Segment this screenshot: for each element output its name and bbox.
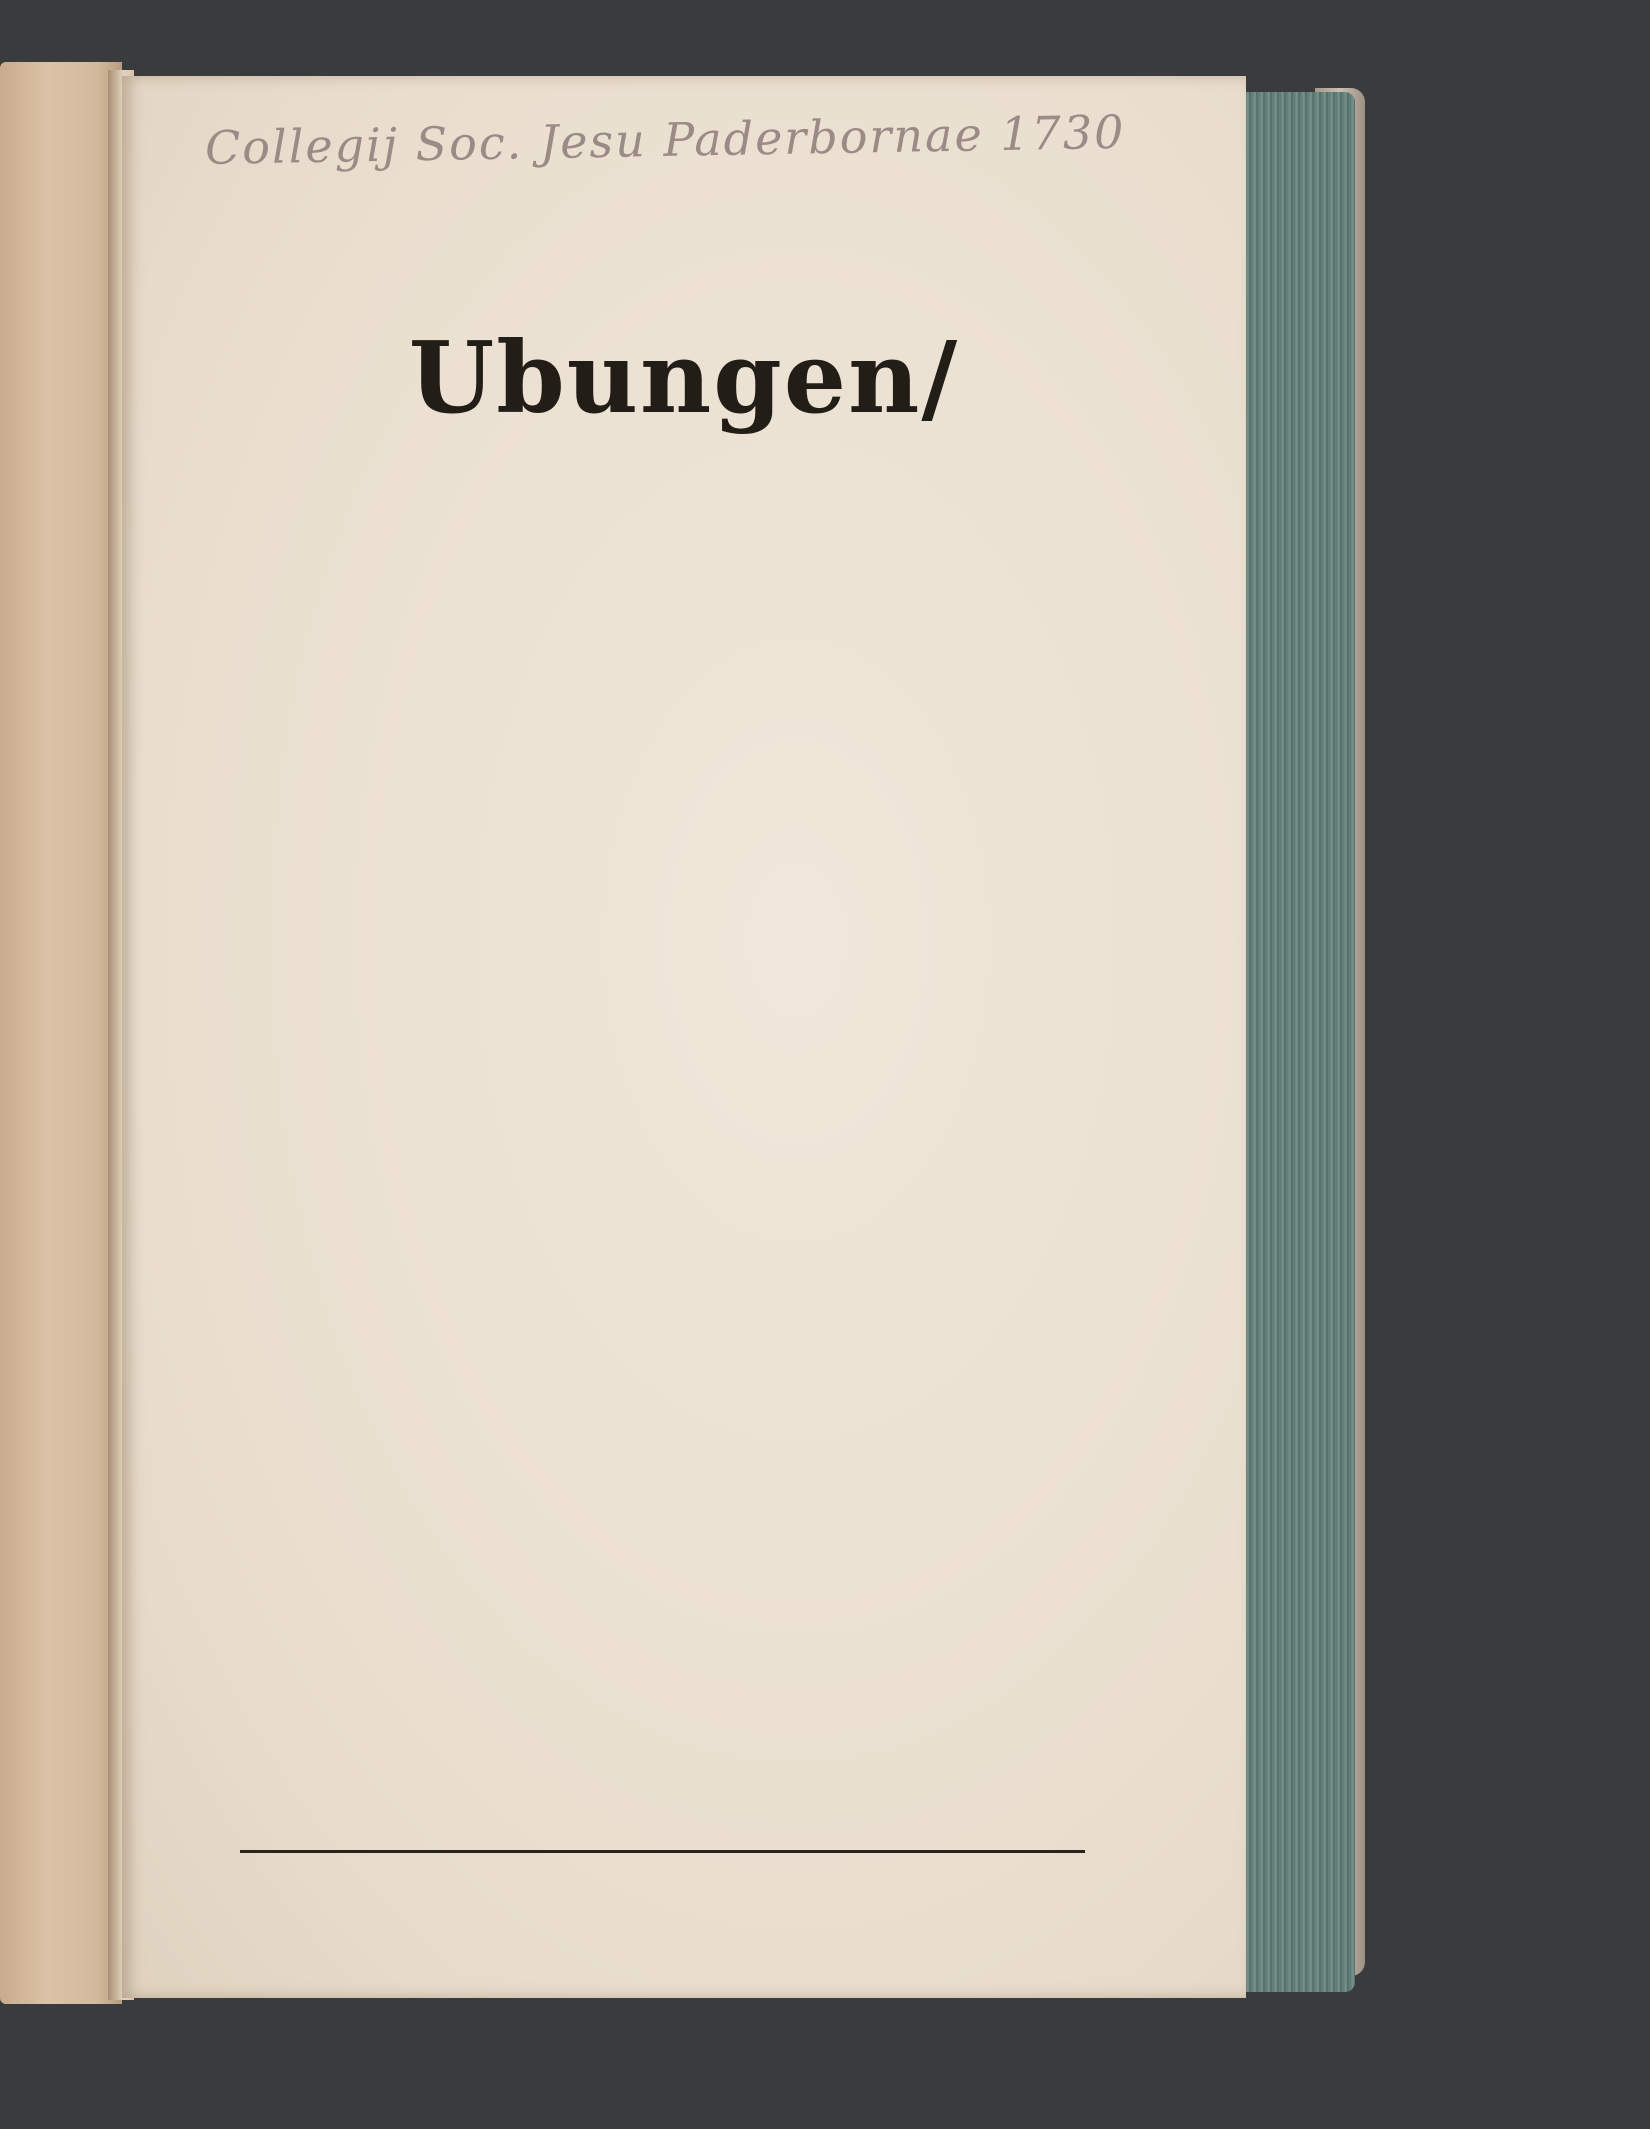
handwritten-inscription: Collegij Soc. Jesu Paderbornae 1730 xyxy=(204,104,1126,175)
page-edges xyxy=(1245,92,1355,1992)
title-line-2: Ubungen/ xyxy=(408,321,960,436)
left-page xyxy=(0,62,122,2004)
divider-rule xyxy=(240,1850,1085,1853)
